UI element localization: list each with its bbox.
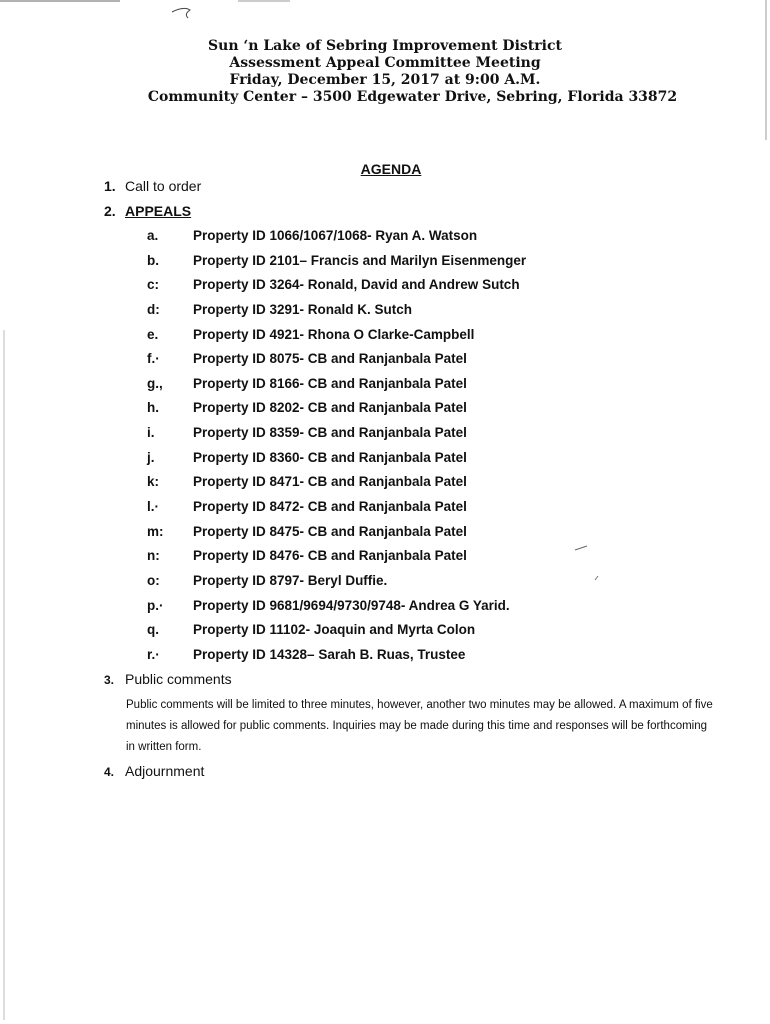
section-number: 3. [104,673,115,687]
item-letter: q. [147,622,159,638]
meeting-name: Assessment Appeal Committee Meeting [229,55,541,71]
item-letter: g., [147,375,163,391]
item-text: Property ID 8797- Beryl Duffie. [193,572,388,588]
appeal-item [147,522,526,547]
item-letter: e. [147,326,159,342]
district-name: Sun ‘n Lake of Sebring Improvement District [208,38,562,54]
section-number: 2. [104,203,116,219]
appeal-item [147,620,526,645]
appeal-item [147,300,526,325]
item-letter: l.· [147,499,159,515]
item-text: Property ID 3291- Ronald K. Sutch [193,301,413,317]
appeal-item [147,275,526,300]
appeal-item [147,448,526,473]
item-letter: h. [147,400,159,416]
item-letter: m: [147,523,164,539]
meeting-header [0,38,770,106]
appeal-item [147,349,526,374]
item-letter: o: [147,572,160,588]
appeal-item [147,423,526,448]
item-letter: r.· [147,646,160,662]
section-adjournment [104,763,204,779]
section-public-comments [104,671,232,687]
item-letter: n: [147,548,160,564]
appeal-item [147,596,526,621]
appeal-item [147,645,526,670]
meeting-datetime: Friday, December 15, 2017 at 9:00 A.M. [229,72,541,88]
item-letter: i. [147,425,155,441]
meeting-location: Community Center – 3500 Edgewater Drive, Sebring, Florida 33872 [147,89,678,105]
appeal-item [147,497,526,522]
item-letter: k: [147,474,160,490]
item-letter: f.· [147,351,160,367]
section-label: Call to order [125,178,202,194]
item-text: Property ID 8475- CB and Ranjanbala Patel [193,523,467,539]
section-label: Public comments [125,671,232,687]
appeal-item [147,546,526,571]
public-comments-text: Public comments will be limited to three minutes, however, another two minutes may be allowed. A maximum of five minutes is allowed for public comments. Inquiries may be made during this time and responses will be forthcoming in written form. [126,699,713,753]
appeal-item [147,398,526,423]
item-text: Property ID 8359- CB and Ranjanbala Patel [193,425,467,441]
item-text: Property ID 2101– Francis and Marilyn Eisenmenger [193,252,527,268]
item-letter: a. [147,228,159,243]
section-label: APPEALS [125,203,192,219]
appeal-item [147,571,526,596]
appeal-item [147,226,526,251]
appeal-item [147,374,526,399]
item-letter: j. [147,449,155,465]
item-text: Property ID 8471- CB and Ranjanbala Patel [193,474,467,490]
item-letter: p.· [147,597,164,613]
section-number: 4. [104,765,115,779]
item-text: Property ID 1066/1067/1068- Ryan A. Watson [193,228,478,243]
item-text: Property ID 14328– Sarah B. Ruas, Trustee [193,646,466,662]
item-text: Property ID 4921- Rhona O Clarke-Campbell [193,326,475,342]
appeal-item [147,325,526,350]
item-text: Property ID 8360- CB and Ranjanbala Patel [193,449,467,465]
section-appeals [104,203,191,219]
item-letter: d: [147,301,160,317]
appeals-list [147,226,526,670]
item-text: Property ID 8075- CB and Ranjanbala Patel [193,351,467,367]
item-text: Property ID 3264- Ronald, David and Andrew Sutch [193,277,520,293]
item-text: Property ID 8202- CB and Ranjanbala Patel [193,400,467,416]
appeal-item [147,251,526,276]
agenda-title: AGENDA [360,161,422,177]
item-text: Property ID 8476- CB and Ranjanbala Patel [193,548,467,564]
section-number: 1. [104,178,116,194]
item-letter: b. [147,252,159,268]
item-text: Property ID 9681/9694/9730/9748- Andrea G Yarid. [193,597,510,613]
item-letter: c: [147,277,160,293]
item-text: Property ID 8166- CB and Ranjanbala Patel [193,375,467,391]
section-call-to-order [104,178,201,194]
item-text: Property ID 8472- CB and Ranjanbala Patel [193,499,467,515]
section-label: Adjournment [125,763,205,779]
item-text: Property ID 11102- Joaquin and Myrta Colon [193,622,476,638]
appeal-item [147,472,526,497]
